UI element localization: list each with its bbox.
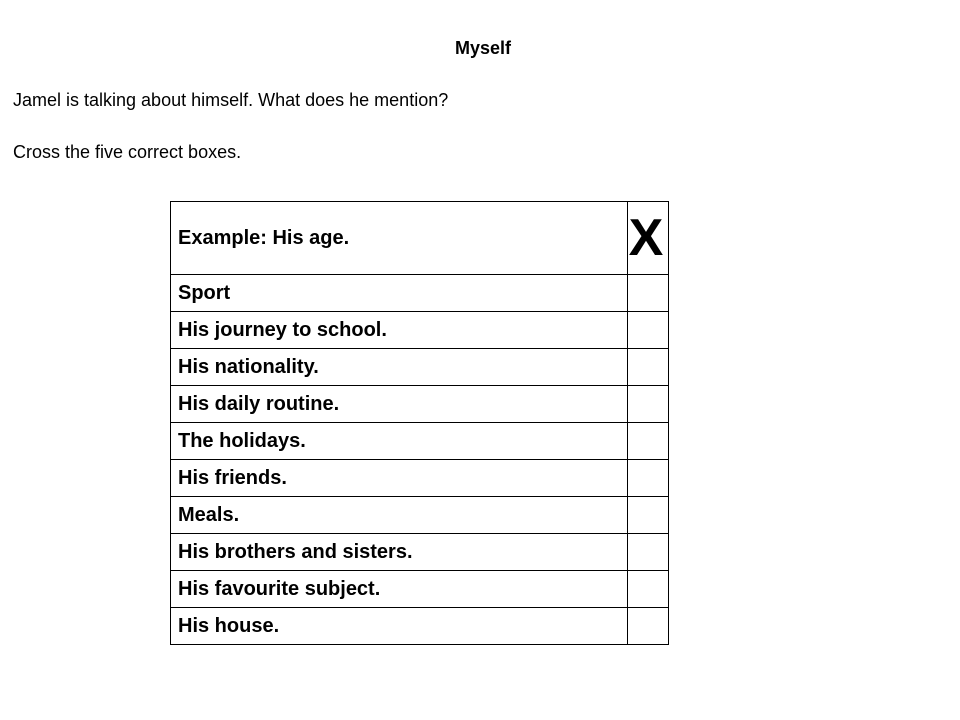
- item-label: His journey to school.: [171, 312, 628, 349]
- item-label: His favourite subject.: [171, 571, 628, 608]
- table-row: [171, 608, 669, 645]
- page-title: Myself: [454, 38, 512, 58]
- answer-checkbox[interactable]: [628, 386, 669, 423]
- item-label: His house.: [171, 608, 628, 645]
- answer-checkbox[interactable]: [628, 534, 669, 571]
- answer-checkbox[interactable]: [628, 460, 669, 497]
- table-row: [171, 497, 669, 534]
- instruction-question: Jamel is talking about himself. What does he mention?: [13, 90, 449, 110]
- item-label: Meals.: [171, 497, 628, 534]
- table-row: [171, 386, 669, 423]
- table-row: [171, 460, 669, 497]
- item-label: His nationality.: [171, 349, 628, 386]
- table-row: [171, 312, 669, 349]
- example-label: Example: His age.: [171, 202, 628, 275]
- table-row: [171, 571, 669, 608]
- answer-checkbox[interactable]: [628, 349, 669, 386]
- item-label: Sport: [171, 275, 628, 312]
- example-checkbox: [628, 202, 669, 275]
- answer-checkbox[interactable]: [628, 312, 669, 349]
- cross-mark: X: [628, 209, 664, 267]
- table-row: [171, 423, 669, 460]
- table-row: [171, 349, 669, 386]
- item-label: The holidays.: [171, 423, 628, 460]
- answer-table: [170, 201, 669, 645]
- item-label: His brothers and sisters.: [171, 534, 628, 571]
- instruction-task: Cross the five correct boxes.: [13, 142, 242, 162]
- answer-checkbox[interactable]: [628, 423, 669, 460]
- answer-checkbox[interactable]: [628, 275, 669, 312]
- table-row: [171, 275, 669, 312]
- answer-checkbox[interactable]: [628, 571, 669, 608]
- example-row: [171, 202, 669, 275]
- answer-checkbox[interactable]: [628, 608, 669, 645]
- table-row: [171, 534, 669, 571]
- item-label: His daily routine.: [171, 386, 628, 423]
- answer-checkbox[interactable]: [628, 497, 669, 534]
- item-label: His friends.: [171, 460, 628, 497]
